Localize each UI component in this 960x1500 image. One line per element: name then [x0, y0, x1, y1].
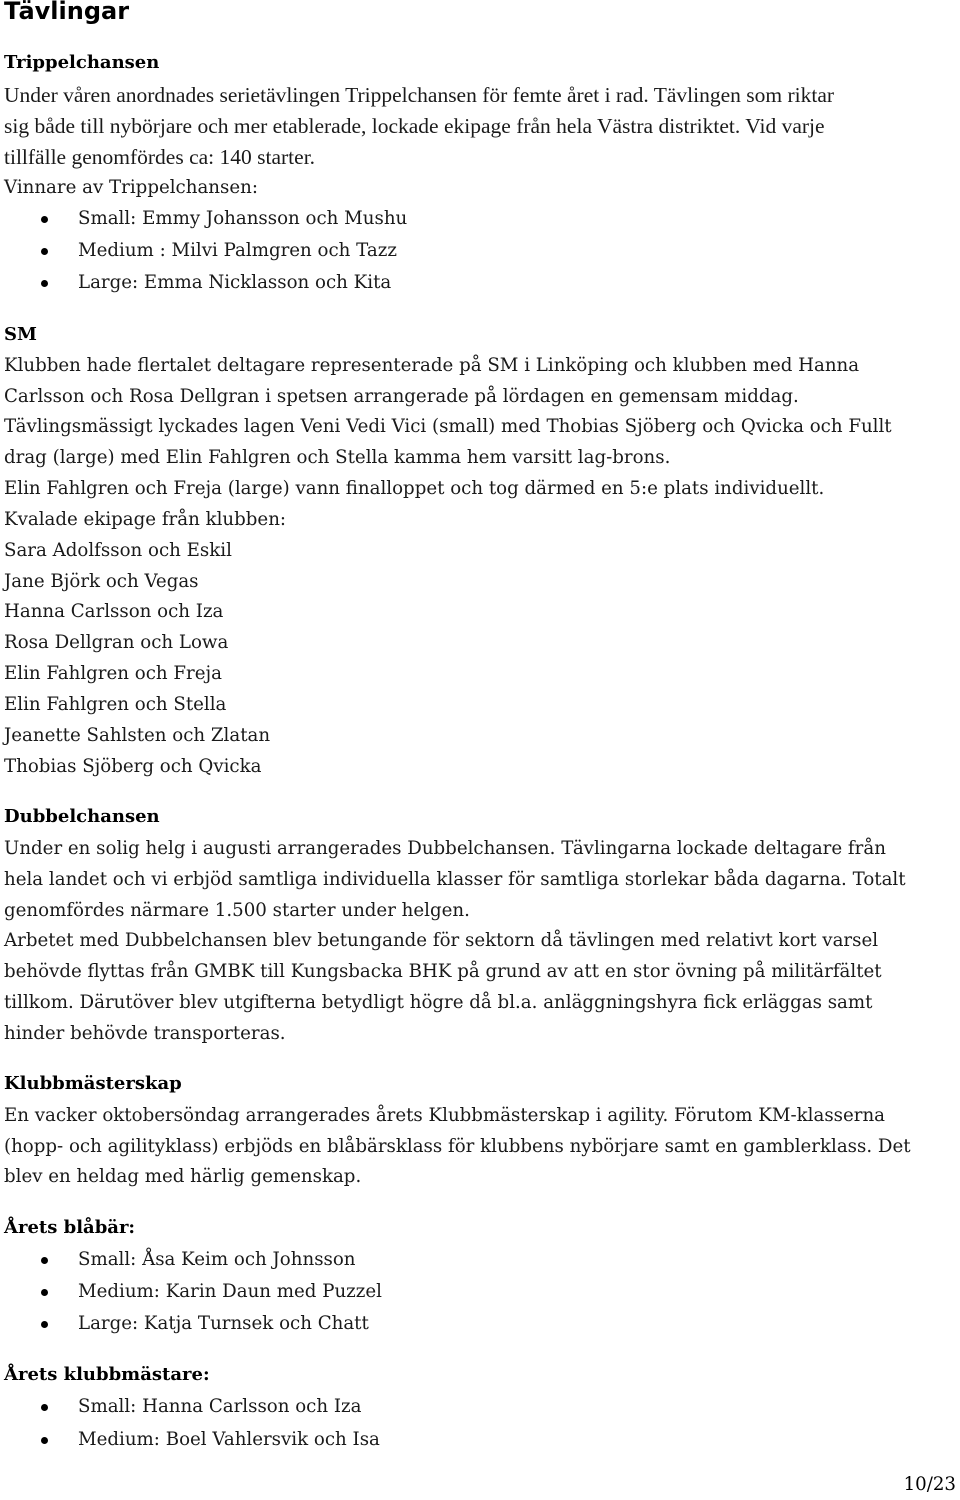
bullet-icon	[41, 248, 48, 255]
paragraph-line: hela landet och vi erbjöd samtliga individuella klasser för samtliga storlekar båda dagarna. Totalt	[4, 869, 906, 890]
page-title: Tävlingar	[4, 0, 130, 25]
section-heading-trippelchansen: Trippelchansen	[4, 52, 160, 73]
list-item-text: Large: Katja Turnsek och Chatt	[78, 1313, 369, 1334]
paragraph-line: hinder behövde transporteras.	[4, 1023, 286, 1044]
qualified-entry: Elin Fahlgren och Freja	[4, 663, 222, 684]
paragraph-line: behövde flyttas från GMBK till Kungsbacka BHK på grund av att en stor övning på militärfältet	[4, 961, 882, 982]
paragraph-line: Kvalade ekipage från klubben:	[4, 509, 287, 530]
list-item-text: Medium : Milvi Palmgren och Tazz	[78, 240, 397, 261]
list-item-text: Large: Emma Nicklasson och Kita	[78, 272, 392, 293]
bullet-icon	[41, 216, 48, 223]
paragraph-line: genomfördes närmare 1.500 starter under helgen.	[4, 900, 470, 921]
list-item	[0, 268, 600, 298]
paragraph-line: Under våren anordnades serietävlingen Trippelchansen för femte året i rad. Tävlingen som riktar	[4, 83, 835, 107]
section-heading-klubbmastare: Årets klubbmästare:	[4, 1364, 210, 1385]
paragraph-line: Elin Fahlgren och Freja (large) vann finalloppet och tog därmed en 5:e plats individuellt.	[4, 478, 825, 499]
paragraph-line: En vacker oktobersöndag arrangerades årets Klubbmästerskap i agility. Förutom KM-klasserna	[4, 1105, 886, 1126]
paragraph-line: sig både till nybörjare och mer etablerade, lockade ekipage från hela Västra distriktet. Vid varje	[4, 114, 825, 138]
qualified-entry: Rosa Dellgran och Lowa	[4, 632, 229, 653]
paragraph-line: Carlsson och Rosa Dellgran i spetsen arrangerade på lördagen en gemensam middag.	[4, 386, 799, 407]
list-item-text: Medium: Boel Vahlersvik och Isa	[78, 1429, 380, 1450]
page-number: 10/23	[903, 1474, 956, 1495]
qualified-entry: Sara Adolfsson och Eskil	[4, 540, 232, 561]
section-heading-dubbelchansen: Dubbelchansen	[4, 806, 160, 827]
list-item	[0, 1425, 600, 1455]
qualified-entry: Hanna Carlsson och Iza	[4, 601, 224, 622]
section-heading-blabar: Årets blåbär:	[4, 1217, 136, 1238]
bullet-icon	[41, 1289, 48, 1296]
qualified-entry: Elin Fahlgren och Stella	[4, 694, 227, 715]
list-item-text: Medium: Karin Daun med Puzzel	[78, 1281, 382, 1302]
paragraph-line: Tävlingsmässigt lyckades lagen Veni Vedi Vici (small) med Thobias Sjöberg och Qvicka och Fullt	[4, 416, 892, 437]
bullet-icon	[41, 1404, 48, 1411]
list-item	[0, 1245, 600, 1275]
bullet-icon	[41, 1437, 48, 1444]
paragraph-line: Under en solig helg i augusti arrangerades Dubbelchansen. Tävlingarna lockade deltagare från	[4, 838, 886, 859]
paragraph-line: drag (large) med Elin Fahlgren och Stella kamma hem varsitt lag-brons.	[4, 447, 671, 468]
list-item-text: Small: Emmy Johansson och Mushu	[78, 208, 408, 229]
paragraph-line: (hopp- och agilityklass) erbjöds en blåbärsklass för klubbens nybörjare samt en gamblerklass. Det	[4, 1136, 911, 1157]
qualified-entry: Thobias Sjöberg och Qvicka	[4, 756, 262, 777]
bullet-icon	[41, 1257, 48, 1264]
list-item-text: Small: Hanna Carlsson och Iza	[78, 1396, 362, 1417]
list-item-text: Small: Åsa Keim och Johnsson	[78, 1249, 356, 1270]
section-heading-klubbmasterskap: Klubbmästerskap	[4, 1073, 182, 1094]
paragraph-line: Arbetet med Dubbelchansen blev betungande för sektorn då tävlingen med relativt kort varsel	[4, 930, 879, 951]
bullet-icon	[41, 280, 48, 287]
paragraph-line: blev en heldag med härlig gemenskap.	[4, 1166, 362, 1187]
list-item	[0, 236, 600, 266]
paragraph-line: tillfälle genomfördes ca: 140 starter.	[4, 145, 316, 169]
bullet-icon	[41, 1321, 48, 1328]
section-heading-sm: SM	[4, 324, 37, 345]
paragraph-line: Klubben hade flertalet deltagare representerade på SM i Linköping och klubben med Hanna	[4, 355, 860, 376]
qualified-entry: Jeanette Sahlsten och Zlatan	[4, 725, 271, 746]
list-item	[0, 1277, 600, 1307]
paragraph-line: tillkom. Därutöver blev utgifterna betydligt högre då bl.a. anläggningshyra fick erläggas samt	[4, 992, 873, 1013]
list-item	[0, 1392, 600, 1422]
list-item	[0, 1309, 600, 1339]
winners-intro: Vinnare av Trippelchansen:	[4, 177, 258, 198]
qualified-entry: Jane Björk och Vegas	[4, 571, 199, 592]
list-item	[0, 204, 600, 234]
